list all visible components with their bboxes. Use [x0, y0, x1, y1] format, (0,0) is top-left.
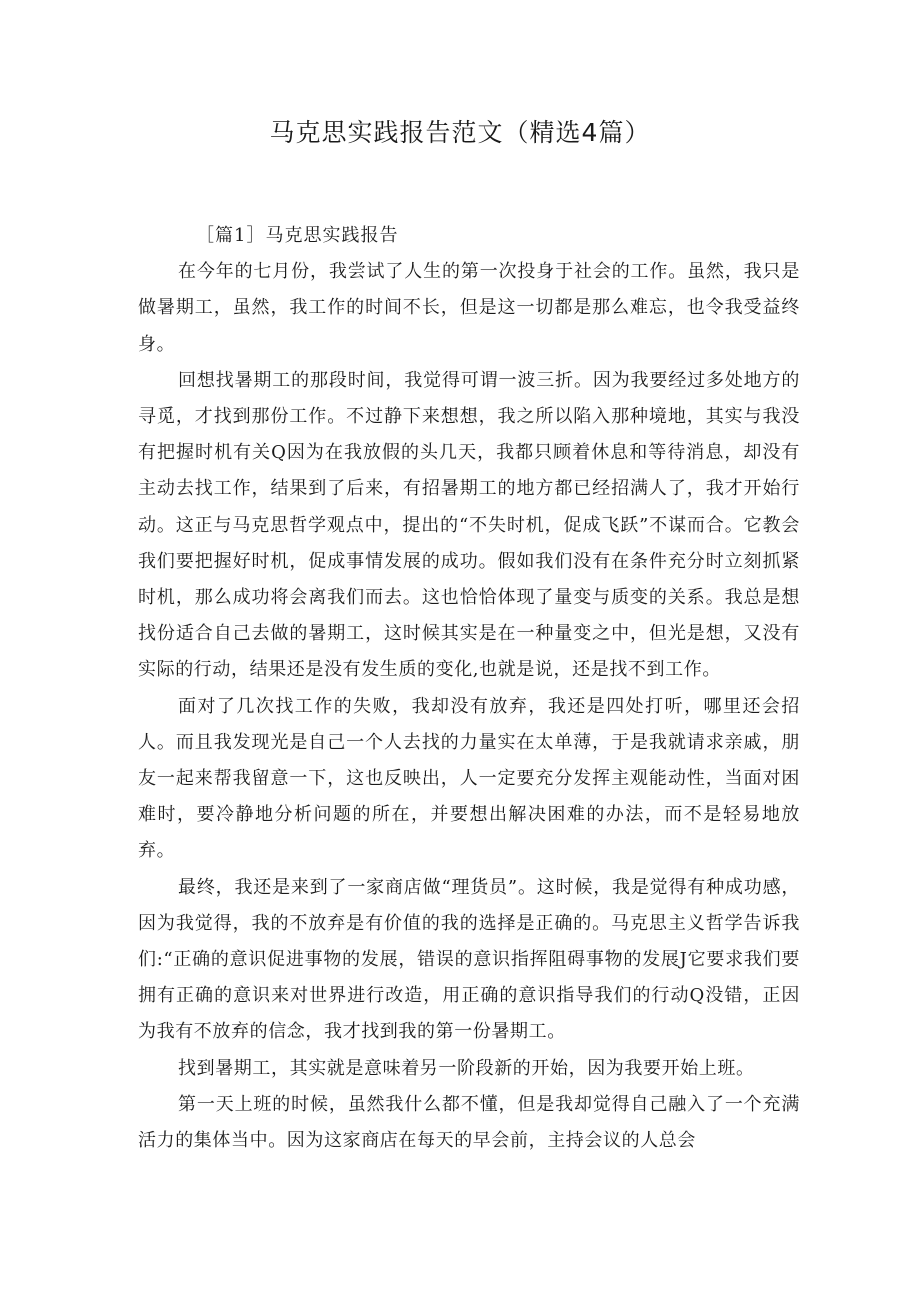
document-title: 马克思实践报告范文（精选4篇） [269, 118, 651, 147]
paragraph-5: 找到暑期工，其实就是意味着另一阶段新的开始，因为我要开始上班。 [178, 1057, 755, 1079]
paragraph-2: 回想找暑期工的那段时间，我觉得可谓一波三折。因为我要经过多处地方的寻觅，才找到那份工作。不过静下来想想，我之所以陷入那种境地，其实与我没有把握时机有关Q因为在我放假的头几天，我都只顾着休息和等待消息，却没有主动去找工作，结果到了后来，有招暑期工的地方都已经招满人了，我才开始行动。这正与马克思哲学观点中，提出的“不失时机，促成飞跃”不谋而合。它教会我们要把握好时机，促成事情发展的成功。假如我们没有在条件充分时立刻抓紧时机，那么成功将会离我们而去。这也恰恰体现了量变与质变的关系。我总是想找份适合自己去做的暑期工，这时候其实是在一种量变之中，但光是想，又没有实际的行动，结果还是没有发生质的变化,也就是说，还是找不到工作。 [138, 369, 800, 681]
paragraph-6: 第一天上班的时候，虽然我什么都不懂，但是我却觉得自己融入了一个充满活力的集体当中。因为这家商店在每天的早会前，主持会议的人总会 [138, 1093, 800, 1152]
document-body [138, 218, 800, 1159]
paragraph-4: 最终，我还是来到了一家商店做“理货员”。这时候，我是觉得有种成功感，因为我觉得，我的不放弃是有价值的我的选择是正确的。马克思主义哲学告诉我们:“正确的意识促进事物的发展，错误的意识指挥阻碍事物的发展J它要求我们要拥有正确的意识来对世界进行改造，用正确的意识指导我们的行动Q没错，正因为我有不放弃的信念，我才找到我的第一份暑期工。 [138, 876, 800, 1043]
paragraph-1: 在今年的七月份，我尝试了人生的第一次投身于社会的工作。虽然，我只是做暑期工，虽然，我工作的时间不长，但是这一切都是那么难忘，也令我受益终身。 [138, 261, 800, 355]
section-heading: ［篇1］马克思实践报告 [196, 225, 399, 246]
paragraph-3: 面对了几次找工作的失败，我却没有放弃，我还是四处打听，哪里还会招人。而且我发现光是自己一个人去找的力量实在太单薄，于是我就请求亲戚，朋友一起来帮我留意一下，这也反映出，人一定要充分发挥主观能动性，当面对困难时，要冷静地分析问题的所在，并要想出解决困难的办法，而不是轻易地放弃。 [138, 695, 800, 862]
